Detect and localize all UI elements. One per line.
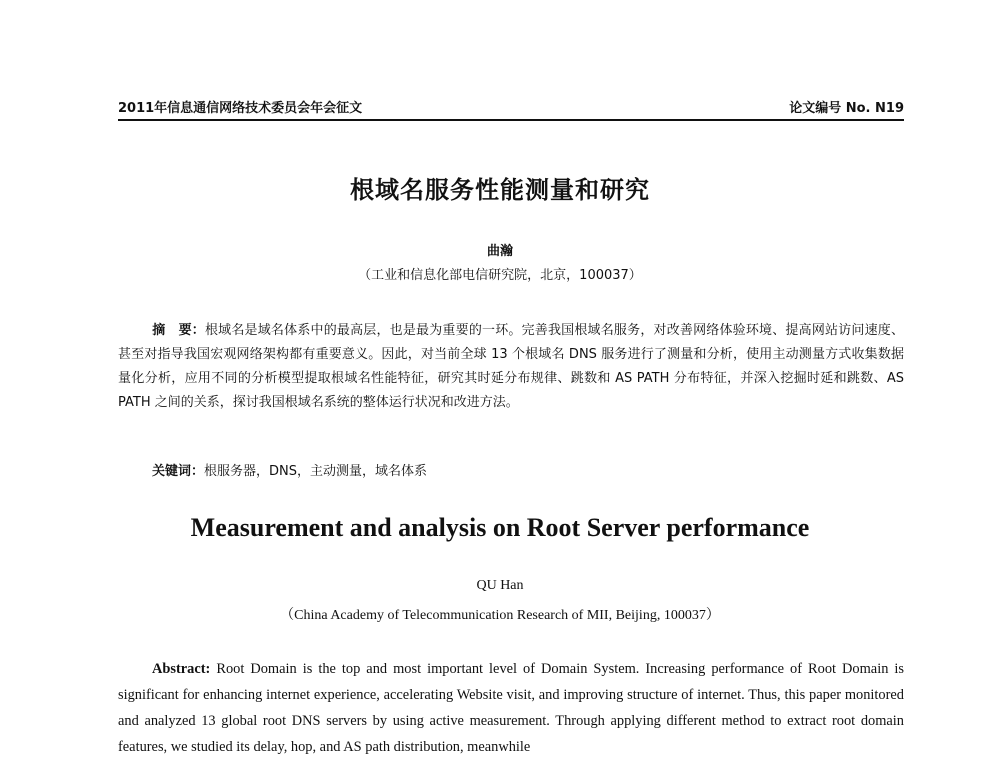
- keywords-cn-text: 根服务器，DNS，主动测量，域名体系: [204, 464, 428, 479]
- author-name-cn: 曲瀚: [486, 244, 513, 259]
- abstract-cn-label: 摘 要：: [152, 323, 205, 338]
- author-name-en: QU Han: [476, 578, 524, 593]
- abstract-cn-text: 根域名是域名体系中的最高层，也是最为重要的一环。完善我国根域名服务，对改善网络体验环境、提高网站访问速度、甚至对指导我国宏观网络架构都有重要意义。因此，对当前全球 13 个根域名 DNS 服务进行了测量和分析，使用主动测量方式收集数据量化分析，应用不同的分析模型提取根域名性能特征，研究其时延分布规律、跳数和 AS PATH 分布特征，并深入挖掘时延和跳数、AS PATH 之间的关系，探讨我国根域名系统的整体运行状况和改进方法。: [118, 323, 904, 410]
- keywords-cn-label: 关键词：: [152, 464, 205, 479]
- affiliation-cn: （工业和信息化部电信研究院，北京，100037）: [358, 268, 642, 283]
- header-conference: 2011年信息通信网络技术委员会年会征文: [118, 101, 363, 116]
- running-header: [118, 94, 904, 121]
- abstract-en-text: Root Domain is the top and most important level of Domain System. Increasing performance of Root Domain is significant for enhancing internet experience, accelerating Website visit, and improving structure of internet. Thus, this paper monitored and analyzed 13 global root DNS servers by using active measurement. Through applying different method to extract root domain features, we studied its delay, hop, and AS path distribution, meanwhile: [118, 661, 904, 755]
- paper-title-cn: 根域名服务性能测量和研究: [350, 176, 650, 204]
- paper-title-en: Measurement and analysis on Root Server performance: [190, 513, 810, 542]
- header-paper-number: 论文编号 No. N19: [789, 101, 904, 116]
- abstract-en: [118, 656, 904, 760]
- abstract-en-label: Abstract:: [152, 661, 211, 677]
- abstract-cn: [118, 319, 904, 415]
- keywords-cn: [152, 460, 912, 479]
- affiliation-en: （China Academy of Telecommunication Research of MII, Beijing, 100037）: [280, 608, 720, 623]
